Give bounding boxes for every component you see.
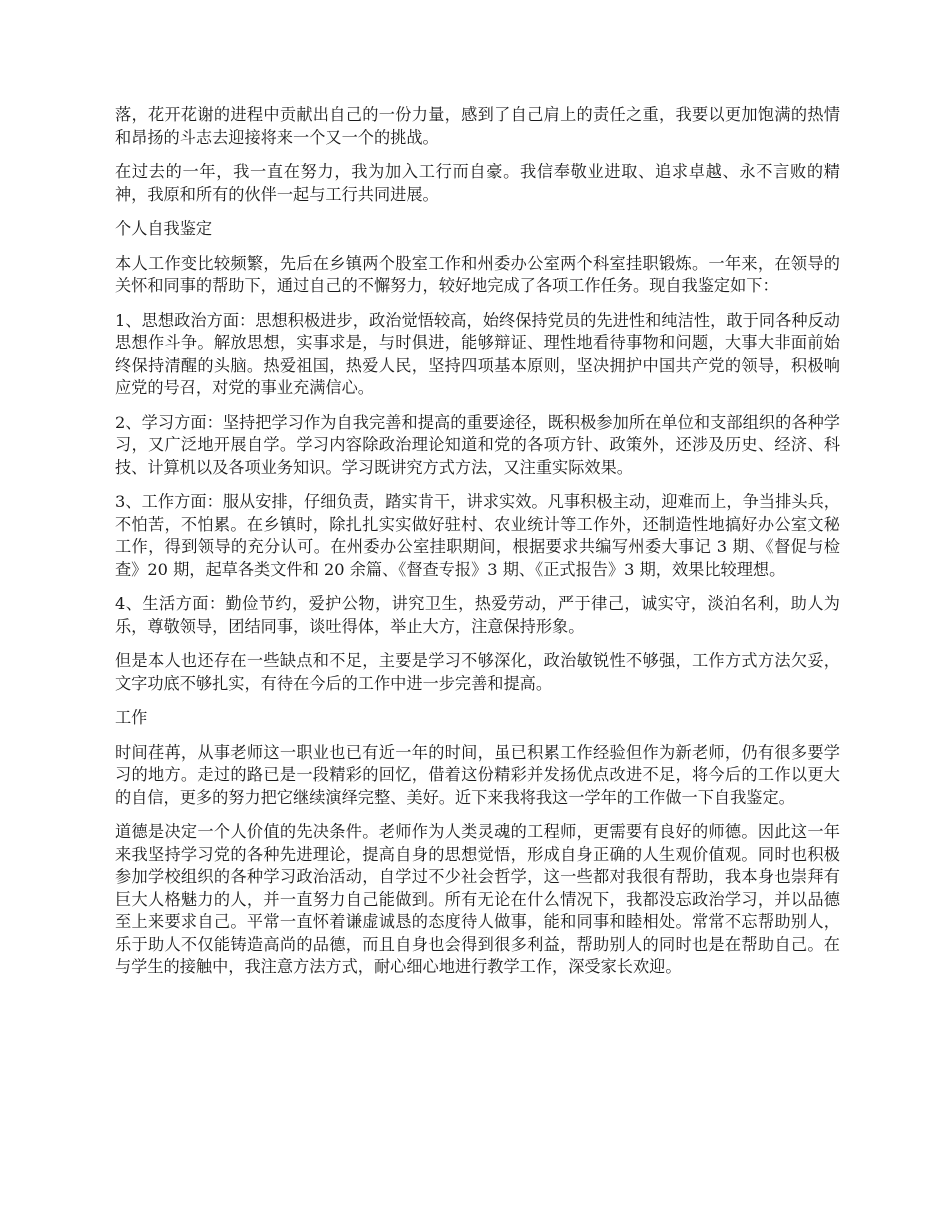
paragraph-teacher-intro: 时间荏苒，从事老师这一职业也已有近一年的时间，虽已积累工作经验但作为新老师，仍有很多要学习的地方。走过的路已是一段精彩的回忆，借着这份精彩并发扬优点改进不足，将今后的工作以更大的自信，更多的努力把它继续演绎完整、美好。近下来我将我这一学年的工作做一下自我鉴定。 [115, 742, 840, 807]
paragraph-work: 3、工作方面：服从安排，仔细负责，踏实肯干，讲求实效。凡事积极主动，迎难而上，争当排头兵，不怕苦，不怕累。在乡镇时，除扎扎实实做好驻村、农业统计等工作外，还制造性地搞好办公室文秘工作，得到领导的充分认可。在州委办公室挂职期间，根据要求共编写州委大事记 3 期、《督促与检查》20 期，起草各类文件和 20 余篇、《督查专报》3 期、《正式报告》3 期，效果比较理想。 [115, 492, 840, 579]
section-heading-self-appraisal: 个人自我鉴定 [115, 219, 213, 238]
paragraph-shortcomings: 但是本人也还存在一些缺点和不足，主要是学习不够深化，政治敏锐性不够强，工作方式方法欠妥，文字功底不够扎实，有待在今后的工作中进一步完善和提高。 [115, 651, 840, 693]
paragraph-intro-continuation: 落，花开花谢的进程中贡献出自己的一份力量，感到了自己肩上的责任之重，我要以更加饱满的热情和昂扬的斗志去迎接将来一个又一个的挑战。 [115, 105, 840, 147]
paragraph-appraisal-intro: 本人工作变比较频繁，先后在乡镇两个股室工作和州委办公室两个科室挂职锻炼。一年来，在领导的关怀和同事的帮助下，通过自己的不懈努力，较好地完成了各项工作任务。现自我鉴定如下： [115, 253, 840, 295]
paragraph-teacher-ethics: 道德是决定一个人价值的先决条件。老师作为人类灵魂的工程师，更需要有良好的师德。因此这一年来我坚持学习党的各种先进理论，提高自身的思想觉悟，形成自身正确的人生观价值观。同时也积极参加学校组织的各种学习政治活动，自学过不少社会哲学，这一些都对我很有帮助，我本身也崇拜有巨大人格魅力的人，并一直努力自己能做到。所有无论在什么情况下，我都没忘政治学习，并以品德至上来要求自己。平常一直怀着谦虚诚恳的态度待人做事，能和同事和睦相处。常常不忘帮助别人，乐于助人不仅能铸造高尚的品德，而且自身也会得到很多利益，帮助别人的同时也是在帮助自己。在与学生的接触中，我注意方法方式，耐心细心地进行教学工作，深受家长欢迎。 [115, 822, 840, 976]
paragraph-bank-pride: 在过去的一年，我一直在努力，我为加入工行而自豪。我信奉敬业进取、追求卓越、永不言败的精神，我原和所有的伙伴一起与工行共同进展。 [115, 162, 840, 204]
paragraph-political-thought: 1、思想政治方面：思想积极进步，政治觉悟较高，始终保持党员的先进性和纯洁性，敢于同各种反动思想作斗争。解放思想，实事求是，与时俱进，能够辩证、理性地看待事物和问题，大事大非面前始终保持清醒的头脑。热爱祖国，热爱人民，坚持四项基本原则，坚决拥护中国共产党的领导，积极响应党的号召，对党的事业充满信心。 [115, 310, 840, 397]
document-page [115, 104, 840, 991]
paragraph-life: 4、生活方面：勤俭节约，爱护公物，讲究卫生，热爱劳动，严于律己，诚实守，淡泊名利，助人为乐，尊敬领导，团结同事，谈吐得体，举止大方，注意保持形象。 [115, 594, 840, 636]
paragraph-study: 2、学习方面：坚持把学习作为自我完善和提高的重要途径，既积极参加所在单位和支部组织的各种学习，又广泛地开展自学。学习内容除政治理论知道和党的各项方针、政策外，还涉及历史、经济、科技、计算机以及各项业务知识。学习既讲究方式方法，又注重实际效果。 [115, 412, 840, 477]
section-heading-work: 工作 [115, 708, 148, 727]
